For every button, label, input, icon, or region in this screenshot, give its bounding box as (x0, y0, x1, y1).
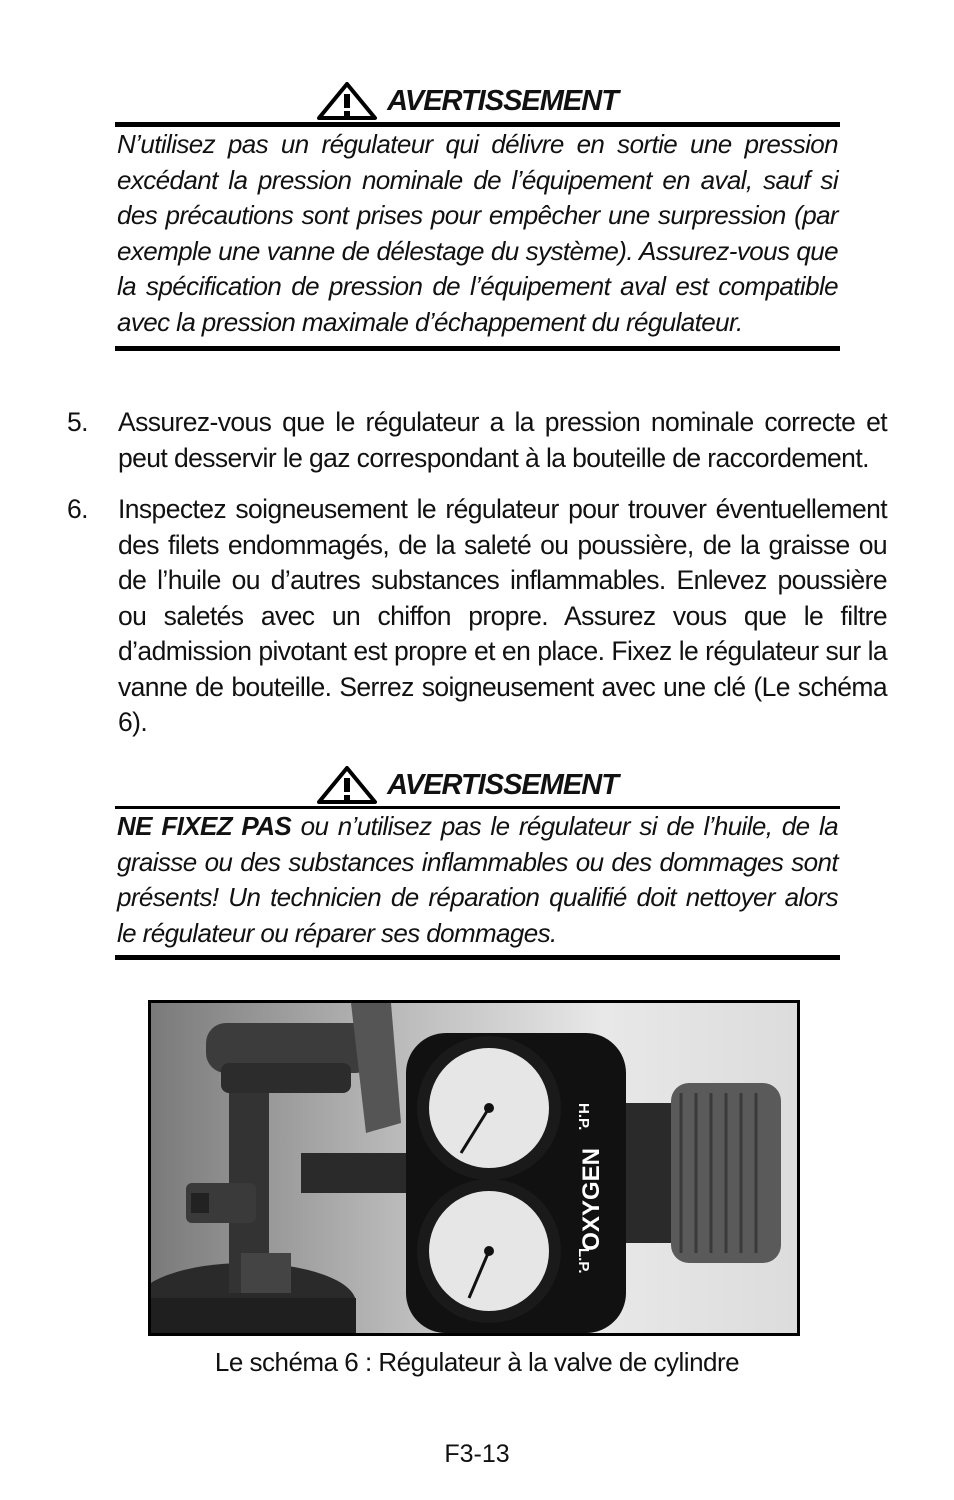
warning-triangle-icon (317, 82, 377, 120)
step-text: Inspectez soigneusement le régulateur pour trouver éventuellement des filets endommagés, de la saleté ou poussière, de la graisse ou de l’huile ou d’autres substances inflammables. Enlevez poussière ou saletés avec un chiffon propre. Assurez vous que le filtre d’admission pivotant est propre et en place. Fixez le régulateur sur la vanne de bouteille. Serrez soigneusement avec une clé (Le schéma 6). (118, 494, 887, 737)
oxygen-label: OXYGEN (578, 1148, 605, 1251)
warning-bottom-rule-1 (115, 346, 840, 351)
step-text: Assurez-vous que le régulateur a la pression nominale correcte et peut desservir le gaz correspondant à la bouteille de raccordement. (118, 407, 887, 473)
step-number: 6. (67, 494, 88, 524)
hp-label: H.P. (575, 1103, 592, 1131)
warning-text-1: N’utilisez pas un régulateur qui délivre en sortie une pression excédant la pression nominale de l’équipement en aval, sauf si des précautions sont prises pour empêcher une surpression (par exemple une vanne de délestage du système). Assurez-vous que la spécification de pression de l’équipement aval est compatible avec la pression maximale d’échappement du régulateur. (117, 129, 838, 337)
warning-bottom-rule-2 (115, 955, 840, 960)
warning-title-1: AVERTISSEMENT (387, 84, 618, 117)
list-item (67, 492, 887, 741)
lp-label: L.P. (575, 1248, 592, 1274)
step-number: 5. (67, 407, 88, 437)
warning-title-2: AVERTISSEMENT (387, 768, 618, 801)
list-item (67, 405, 887, 476)
regulator-photo (148, 1000, 800, 1336)
page-number: F3-13 (444, 1440, 510, 1468)
regulator-illustration (151, 1003, 797, 1333)
warning-body: ou n’utilisez pas le régulateur si de l’huile, de la graisse ou des substances inflammables ou des dommages sont présents! Un technicien de réparation qualifié doit nettoyer alors le régulateur ou réparer ses dommages. (117, 811, 838, 948)
warning-box-1 (115, 82, 840, 351)
step-list (67, 405, 887, 757)
warning-heading-1 (115, 82, 820, 120)
warning-lead: NE FIXEZ PAS (117, 811, 292, 841)
warning-text-2 (115, 809, 840, 951)
figure-caption: Le schéma 6 : Régulateur à la valve de cylindre (214, 1347, 740, 1377)
warning-box-2 (115, 766, 840, 960)
warning-heading-2 (115, 766, 820, 804)
warning-triangle-icon (317, 766, 377, 804)
